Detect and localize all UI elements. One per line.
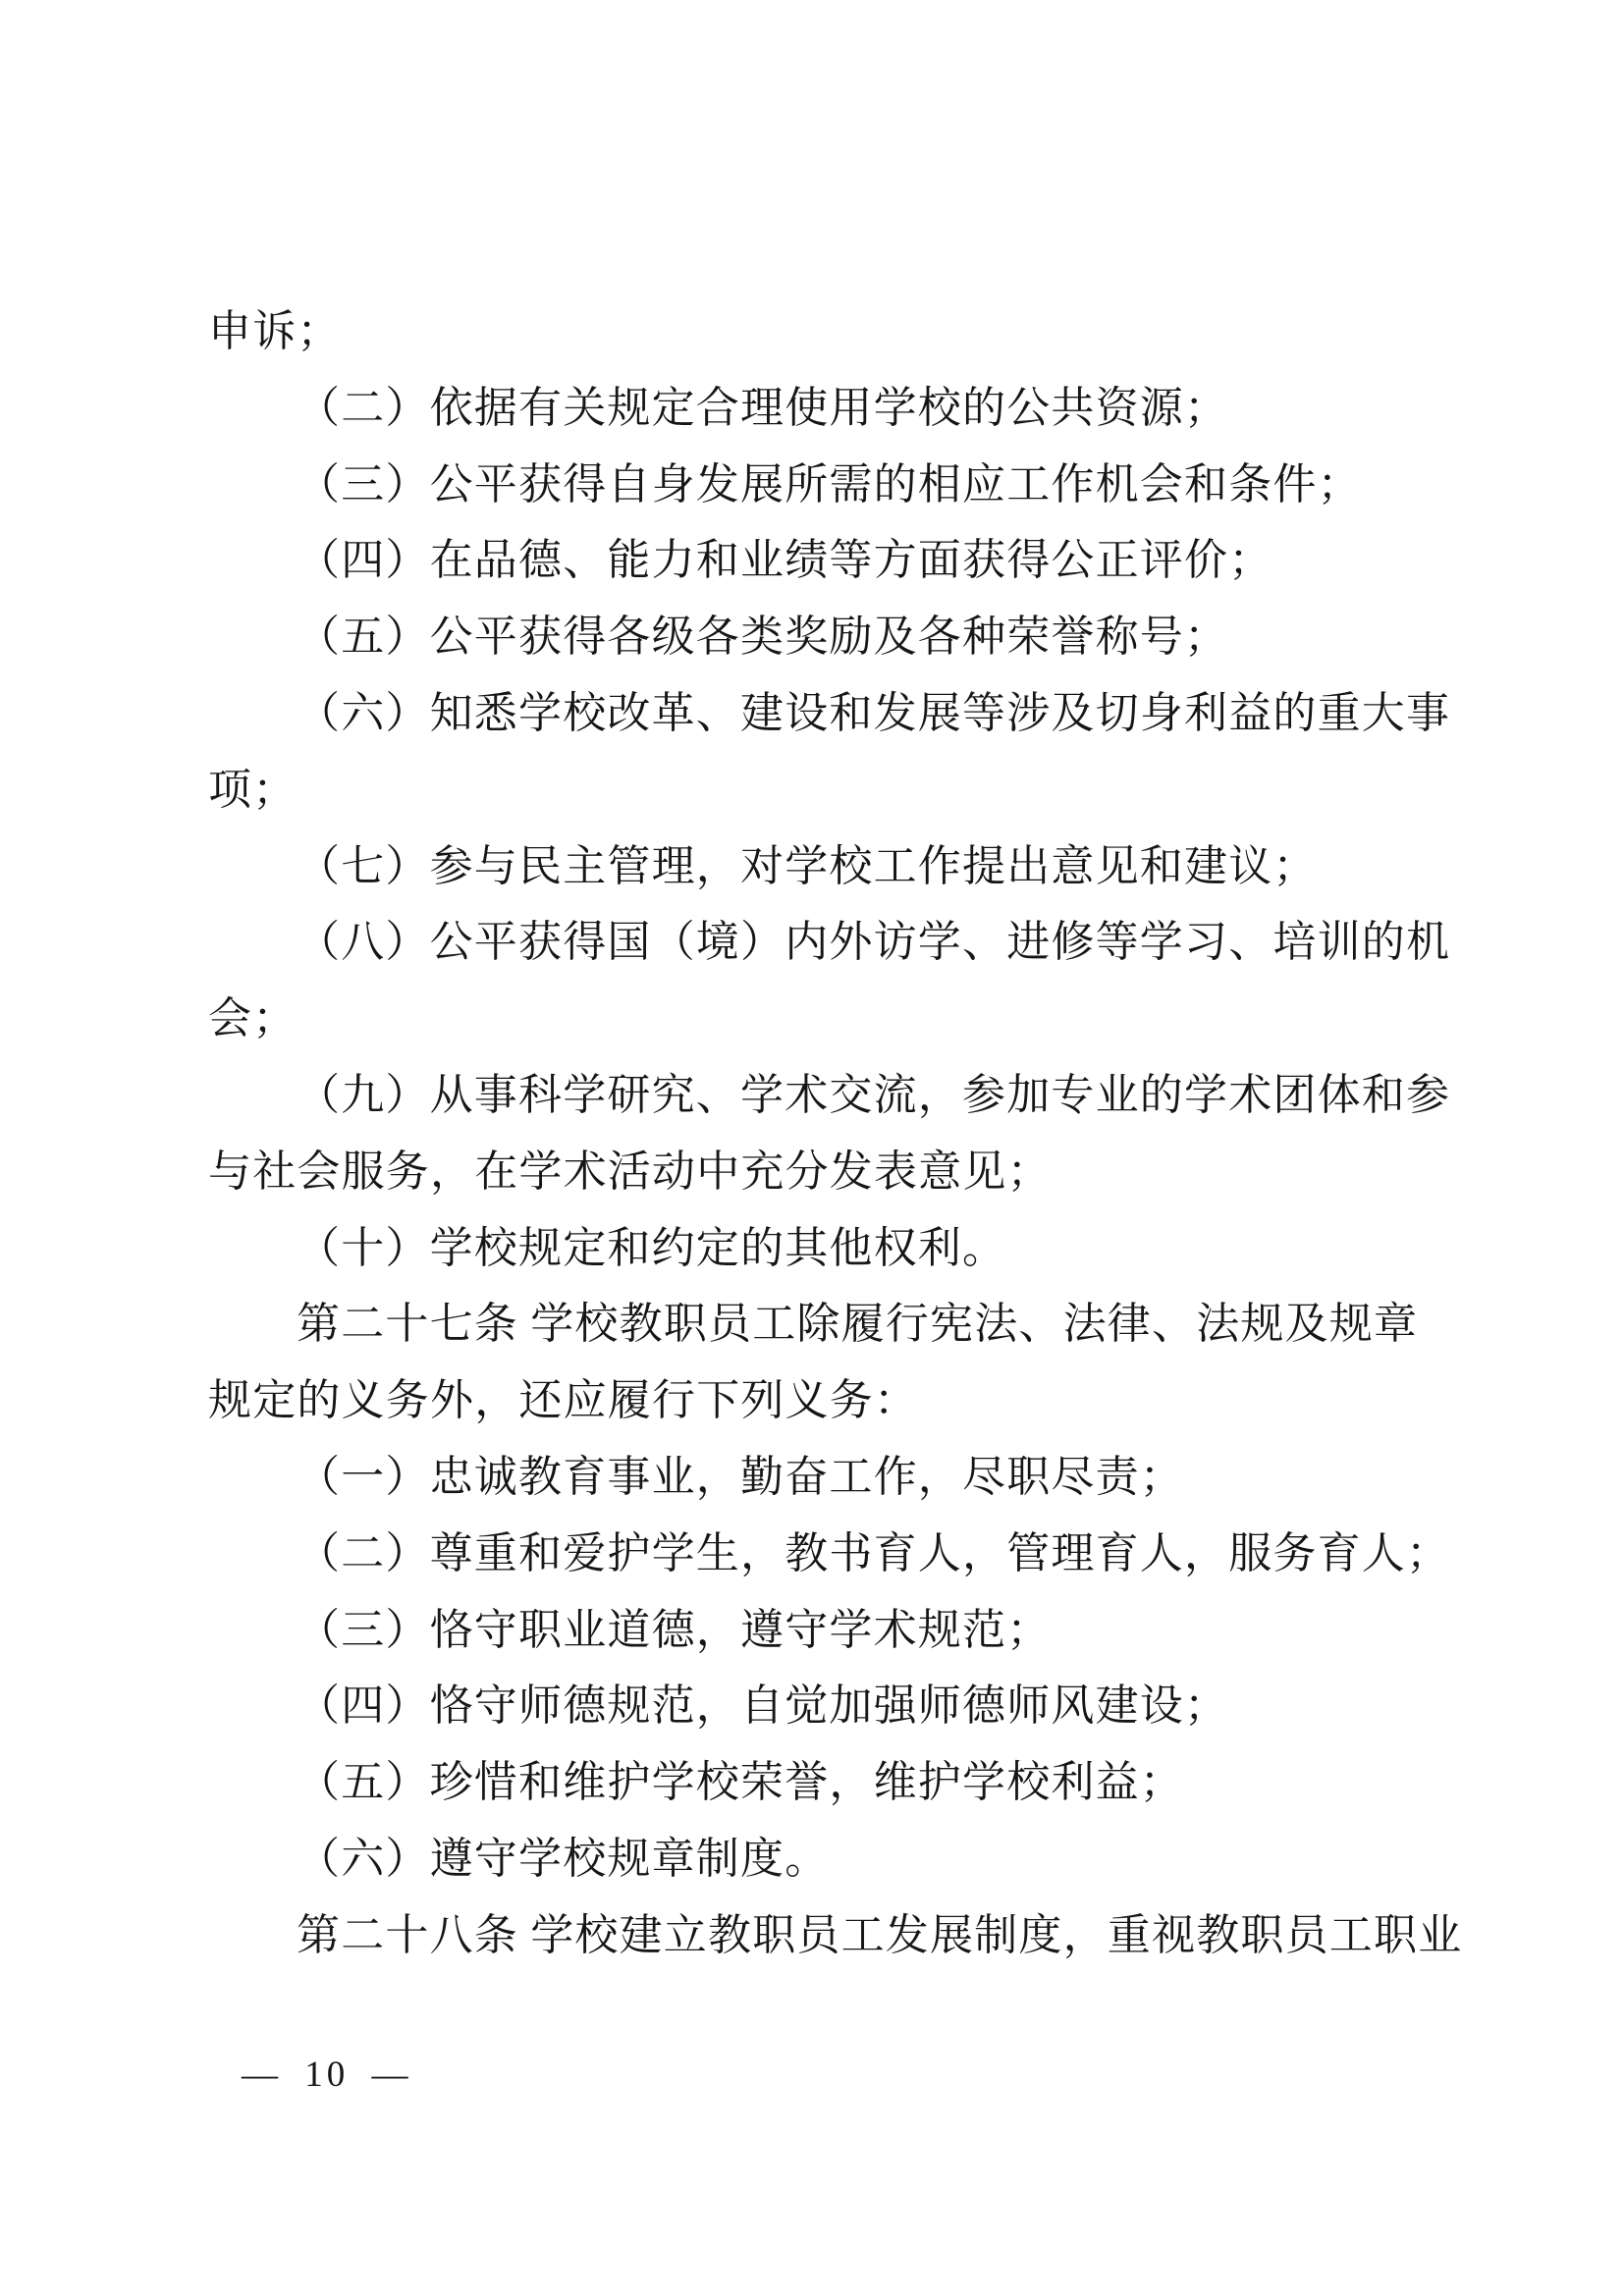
text-line: 申诉；: [208, 307, 342, 355]
page-number: — 10 —: [242, 2055, 412, 2095]
text-line: （四）在品德、能力和业绩等方面获得公正评价；: [297, 536, 1273, 585]
text-line: （二）尊重和爱护学生，教书育人，管理育人，服务育人；: [297, 1528, 1451, 1577]
text-line: （九）从事科学研究、学术交流，参加专业的学术团体和参: [297, 1070, 1451, 1119]
text-line: （一）忠诚教育事业，勤奋工作，尽职尽责；: [297, 1452, 1184, 1501]
text-line: （五）公平获得各级各类奖励及各种荣誉称号；: [297, 613, 1229, 662]
text-line: （十）学校规定和约定的其他权利。: [297, 1223, 1007, 1272]
text-line: （八）公平获得国（境）内外访学、进修等学习、培训的机: [297, 918, 1451, 967]
text-line: 第二十七条 学校教职员工除履行宪法、法律、法规及规章: [297, 1300, 1419, 1349]
text-line: 规定的义务外，还应履行下列义务：: [208, 1376, 919, 1425]
document-body: [208, 294, 1463, 1974]
text-line: （六）遵守学校规章制度。: [297, 1834, 830, 1883]
text-line: （六）知悉学校改革、建设和发展等涉及切身利益的重大事: [297, 688, 1451, 737]
text-line: （七）参与民主管理，对学校工作提出意见和建议；: [297, 841, 1318, 890]
text-line: （三）公平获得自身发展所需的相应工作机会和条件；: [297, 459, 1362, 508]
text-line: 第二十八条 学校建立教职员工发展制度，重视教职员工职业: [297, 1910, 1463, 1959]
text-line: （二）依据有关规定合理使用学校的公共资源；: [297, 383, 1229, 432]
text-line: 项；: [208, 765, 298, 814]
text-line: 与社会服务，在学术活动中充分发表意见；: [208, 1147, 1052, 1196]
text-line: （四）恪守师德规范，自觉加强师德师风建设；: [297, 1682, 1229, 1731]
text-line: （三）恪守职业道德，遵守学术规范；: [297, 1605, 1052, 1654]
text-line: 会；: [208, 994, 298, 1043]
text-line: （五）珍惜和维护学校荣誉，维护学校利益；: [297, 1758, 1184, 1807]
